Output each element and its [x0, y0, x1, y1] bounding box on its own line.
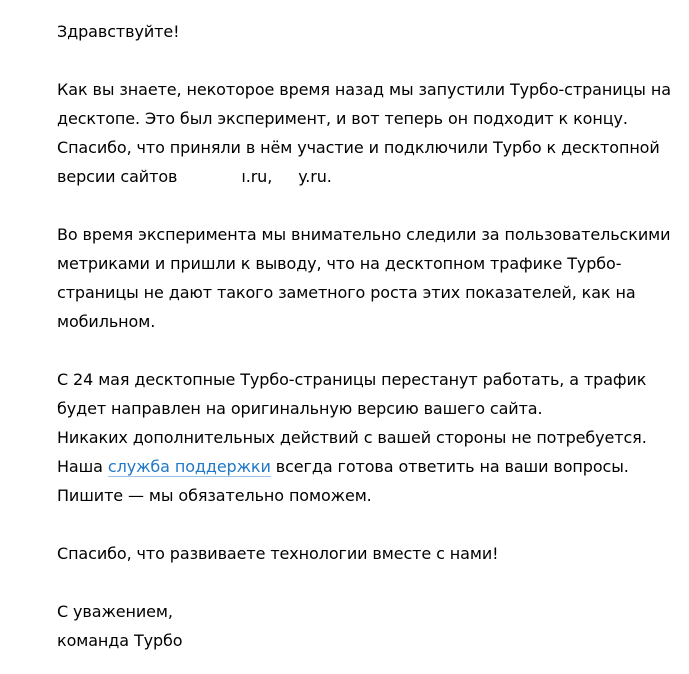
greeting-text: Здравствуйте! — [57, 22, 180, 41]
support-text-after: всегда готова ответить на ваши вопросы. — [270, 457, 629, 476]
thanks-text: Спасибо, что развиваете технологии вместе с нами! — [57, 544, 499, 563]
paragraph-line: Спасибо, что приняли в нём участие и подключили Турбо к десктопной — [57, 138, 660, 157]
paragraph-line: Пишите — мы обязательно поможем. — [57, 486, 372, 505]
paragraph-line — [57, 162, 682, 191]
signature — [57, 597, 682, 655]
spacer — [57, 336, 682, 365]
spacer — [57, 568, 682, 597]
paragraph-experiment — [57, 75, 682, 191]
thanks-paragraph — [57, 539, 682, 568]
paragraph-line: десктопе. Это был эксперимент, и вот теперь он подходит к концу. — [57, 109, 628, 128]
spacer — [57, 46, 682, 75]
sites-intro-text: версии сайтов — [57, 167, 178, 186]
site-domain-2: y.ru. — [298, 167, 332, 186]
paragraph-line: мобильном. — [57, 312, 156, 331]
greeting — [57, 17, 682, 46]
spacer — [57, 510, 682, 539]
spacer — [57, 191, 682, 220]
paragraph-line: страницы не дают такого заметного роста этих показателей, как на — [57, 283, 636, 302]
support-link[interactable]: служба поддержки — [107, 457, 271, 476]
email-body — [57, 17, 682, 655]
paragraph-line: Как вы знаете, некоторое время назад мы запустили Турбо-страницы на — [57, 80, 671, 99]
paragraph-line: Никаких дополнительных действий с вашей стороны не потребуется. — [57, 428, 647, 447]
paragraph-line: С 24 мая десктопные Турбо-страницы перестанут работать, а трафик — [57, 370, 647, 389]
signature-team: команда Турбо — [57, 631, 183, 650]
paragraph-line: будет направлен на оригинальную версию вашего сайта. — [57, 399, 543, 418]
paragraph-line: Во время эксперимента мы внимательно следили за пользовательскими — [57, 225, 671, 244]
signature-regards: С уважением, — [57, 602, 173, 621]
support-text-before: Наша — [57, 457, 108, 476]
site-domain-1: ı.ru, — [241, 167, 273, 186]
paragraph-results — [57, 220, 682, 336]
paragraph-shutdown — [57, 365, 682, 510]
paragraph-line: метриками и пришли к выводу, что на десктопном трафике Турбо- — [57, 254, 622, 273]
paragraph-line — [57, 452, 682, 481]
